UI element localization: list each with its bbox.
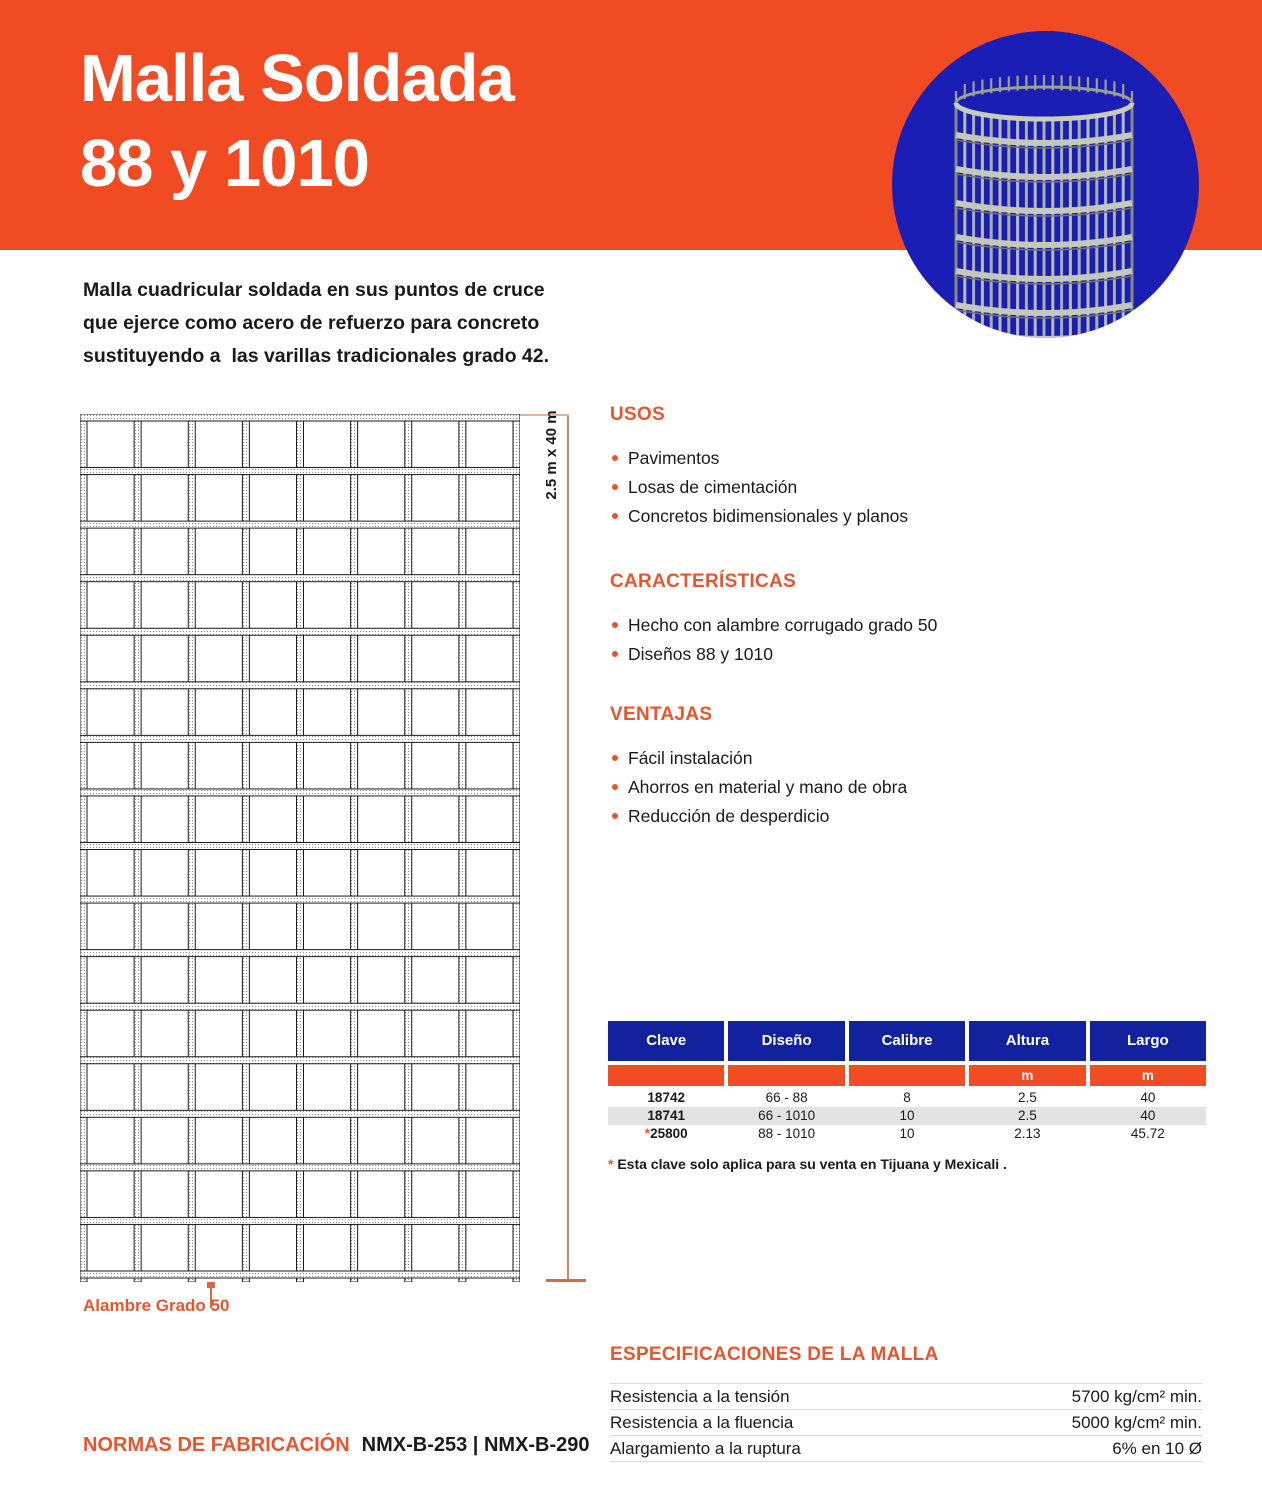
list-item-label: Fácil instalación <box>628 748 753 768</box>
spec-row <box>610 1435 1202 1462</box>
page-title-line1: Malla Soldada <box>80 41 514 116</box>
product-table <box>608 1021 1206 1143</box>
column-header: Largo <box>1090 1021 1206 1061</box>
bullet-icon <box>612 484 618 490</box>
table-row <box>608 1125 1206 1143</box>
list-item-label: Ahorros en material y mano de obra <box>628 777 908 797</box>
bullet-icon <box>612 651 618 657</box>
list-item <box>610 447 1220 469</box>
cell-calibre: 10 <box>899 1126 915 1141</box>
cell-diseno: 66 - 88 <box>765 1090 808 1105</box>
intro-paragraph <box>83 274 603 373</box>
section-ventajas <box>610 704 1220 834</box>
spec-value: 5700 kg/cm² min. <box>1071 1386 1202 1406</box>
bullet-icon <box>612 622 618 628</box>
spec-row <box>610 1409 1202 1435</box>
bullet-icon <box>612 784 618 790</box>
list-item <box>610 643 1220 665</box>
intro-line: que ejerce como acero de refuerzo para concreto <box>83 312 540 334</box>
ventajas-list <box>610 747 1220 827</box>
footnote-text: Esta clave solo aplica para su venta en Tijuana y Mexicali . <box>613 1156 1007 1172</box>
section-heading-ventajas: VENTAJAS <box>610 704 713 725</box>
usos-list <box>610 447 1220 527</box>
dimension-bracket-line <box>567 414 569 1281</box>
intro-line: Malla cuadricular soldada en sus puntos de cruce <box>83 279 545 301</box>
page-title-line2: 88 y 1010 <box>80 126 370 201</box>
cell-clave <box>608 1125 724 1143</box>
mesh-roll-image <box>892 31 1199 338</box>
table-footnote <box>608 1156 1007 1172</box>
table-units-row <box>608 1065 1206 1086</box>
table-header-row <box>608 1021 1206 1061</box>
clave-value: 18741 <box>647 1108 685 1123</box>
spec-value: 5000 kg/cm² min. <box>1071 1412 1202 1432</box>
section-heading-caracteristicas: CARACTERÍSTICAS <box>610 571 797 592</box>
normas-line <box>83 1434 590 1457</box>
list-item <box>610 614 1220 636</box>
cell-clave <box>608 1089 724 1107</box>
bullet-icon <box>612 813 618 819</box>
section-heading-usos: USOS <box>610 404 666 425</box>
footnote-asterisk: * <box>608 1156 614 1172</box>
section-usos <box>610 404 1220 534</box>
list-item-label: Losas de cimentación <box>628 477 798 497</box>
spec-label: Alargamiento a la ruptura <box>610 1438 801 1458</box>
normas-value: NMX-B-253 | NMX-B-290 <box>361 1434 590 1456</box>
list-item <box>610 805 1220 827</box>
list-item <box>610 476 1220 498</box>
caracteristicas-list <box>610 614 1220 665</box>
list-item <box>610 776 1220 798</box>
cell-largo: 40 <box>1140 1108 1156 1123</box>
asterisk-mark: * <box>644 1126 651 1141</box>
list-item-label: Hecho con alambre corrugado grado 50 <box>628 615 938 635</box>
list-item <box>610 747 1220 769</box>
intro-line: sustituyendo a las varillas tradicionales grado 42. <box>83 345 550 367</box>
unit-cell: m <box>1090 1065 1206 1086</box>
unit-cell: m <box>969 1065 1085 1086</box>
cell-calibre: 10 <box>899 1108 915 1123</box>
wire-grade-label: Alambre Grado 50 <box>83 1296 230 1315</box>
dimension-bracket-bottom-tick <box>546 1279 586 1282</box>
list-item-label: Concretos bidimensionales y planos <box>628 506 909 526</box>
specs-table <box>610 1383 1202 1462</box>
cell-altura: 2.13 <box>1014 1126 1041 1141</box>
list-item <box>610 505 1220 527</box>
bullet-icon <box>612 455 618 461</box>
unit-cell <box>849 1065 965 1086</box>
list-item-label: Diseños 88 y 1010 <box>628 644 773 664</box>
dimension-label: 2.5 m x 40 m <box>543 410 560 500</box>
table-row <box>608 1089 1206 1107</box>
cell-altura: 2.5 <box>1018 1108 1037 1123</box>
column-header: Altura <box>969 1021 1085 1061</box>
callout-arrow-icon <box>207 1282 215 1288</box>
cell-diseno: 88 - 1010 <box>758 1126 816 1141</box>
mesh-grid-diagram <box>80 414 520 1282</box>
cell-diseno: 66 - 1010 <box>758 1108 816 1123</box>
page-title <box>80 36 514 206</box>
column-header: Diseño <box>728 1021 844 1061</box>
section-caracteristicas <box>610 571 1220 672</box>
cell-largo: 40 <box>1140 1090 1156 1105</box>
list-item-label: Pavimentos <box>628 448 720 468</box>
spec-value: 6% en 10 Ø <box>1112 1438 1202 1458</box>
spec-label: Resistencia a la fluencia <box>610 1412 794 1432</box>
table-row <box>608 1107 1206 1125</box>
list-item-label: Reducción de desperdicio <box>628 806 830 826</box>
unit-cell <box>728 1065 844 1086</box>
specs-heading: ESPECIFICACIONES DE LA MALLA <box>610 1344 939 1365</box>
product-photo-circle <box>892 31 1199 338</box>
bullet-icon <box>612 755 618 761</box>
cell-largo: 45.72 <box>1130 1126 1165 1141</box>
clave-value: 18742 <box>647 1090 685 1105</box>
normas-label: NORMAS DE FABRICACIÓN <box>83 1434 350 1456</box>
spec-label: Resistencia a la tensión <box>610 1386 790 1406</box>
unit-cell <box>608 1065 724 1086</box>
column-header: Calibre <box>849 1021 965 1061</box>
cell-calibre: 8 <box>903 1090 911 1105</box>
clave-value: 25800 <box>650 1126 688 1141</box>
column-header: Clave <box>608 1021 724 1061</box>
cell-altura: 2.5 <box>1018 1090 1037 1105</box>
cell-clave <box>608 1107 724 1125</box>
spec-row <box>610 1383 1202 1409</box>
bullet-icon <box>612 513 618 519</box>
